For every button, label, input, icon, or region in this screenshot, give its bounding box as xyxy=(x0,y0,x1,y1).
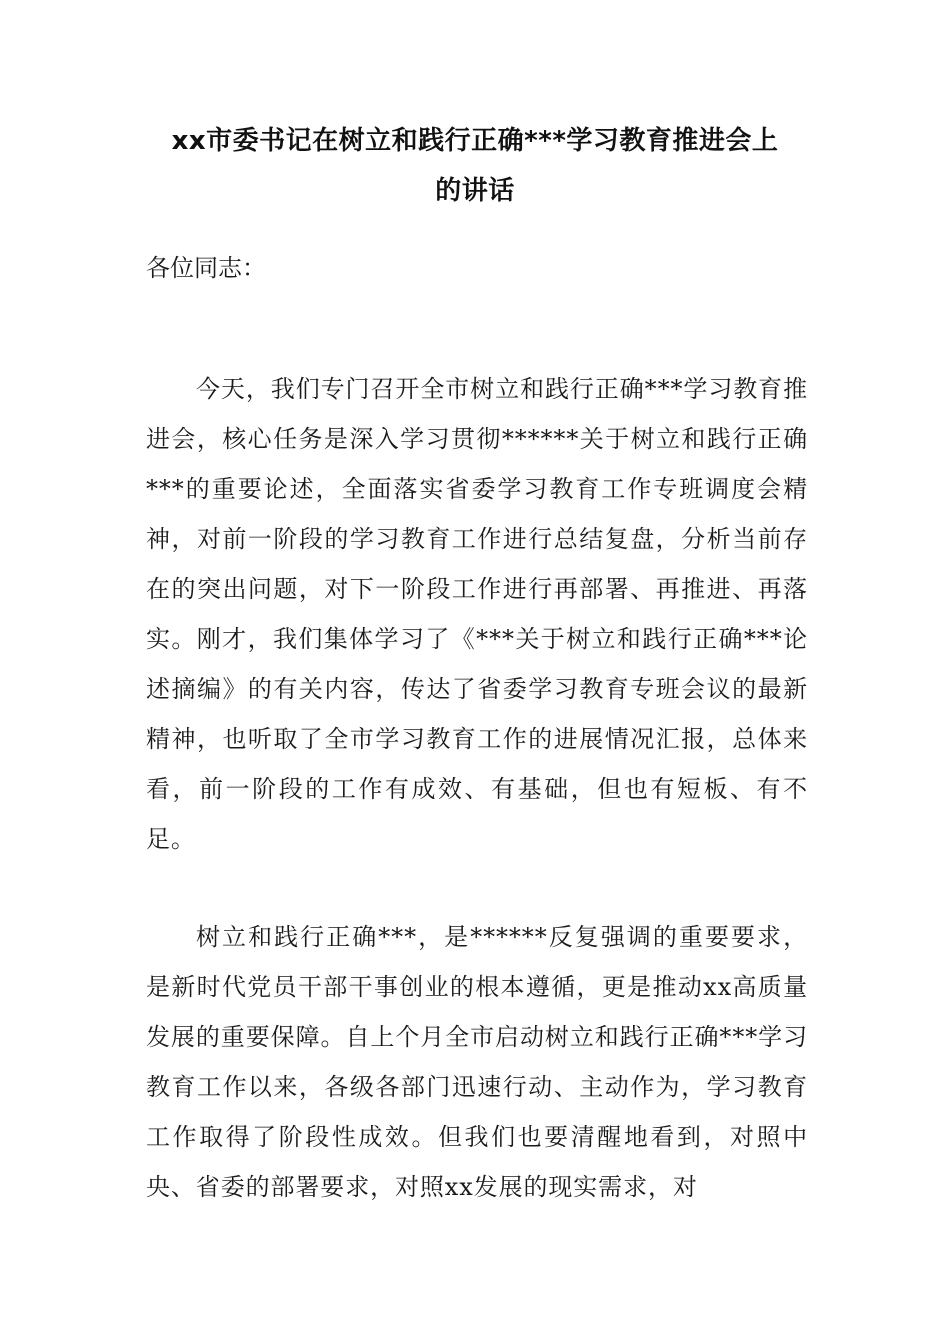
document-title xyxy=(120,116,830,216)
title-line-2: 的讲话 xyxy=(435,176,515,206)
title-line-1: xx市委书记在树立和践行正确***学习教育推进会上 xyxy=(171,126,779,156)
body-paragraph: 今天，我们专门召开全市树立和践行正确***学习教育推进会，核心任务是深入学习贯彻******关于树立和践行正确***的重要论述，全面落实省委学习教育工作专班调度会精神，对前一阶段的学习教育工作进行总结复盘，分析当前存在的突出问题，对下一阶段工作进行再部署、再推进、再落实。刚才，我们集体学习了《***关于树立和践行正确***论述摘编》的有关内容，传达了省委学习教育专班会议的最新精神，也听取了全市学习教育工作的进展情况汇报，总体来看，前一阶段的工作有成效、有基础，但也有短板、有不足。 xyxy=(146,375,808,853)
body-paragraph: 树立和践行正确***，是******反复强调的重要要求，是新时代党员干部干事创业的根本遵循，更是推动xx高质量发展的重要保障。自上个月全市启动树立和践行正确***学习教育工作以来，各级各部门迅速行动、主动作为，学习教育工作取得了阶段性成效。但我们也要清醒地看到，对照中央、省委的部署要求，对照xx发展的现实需求，对 xyxy=(146,923,808,1201)
salutation: 各位同志： xyxy=(146,254,266,282)
